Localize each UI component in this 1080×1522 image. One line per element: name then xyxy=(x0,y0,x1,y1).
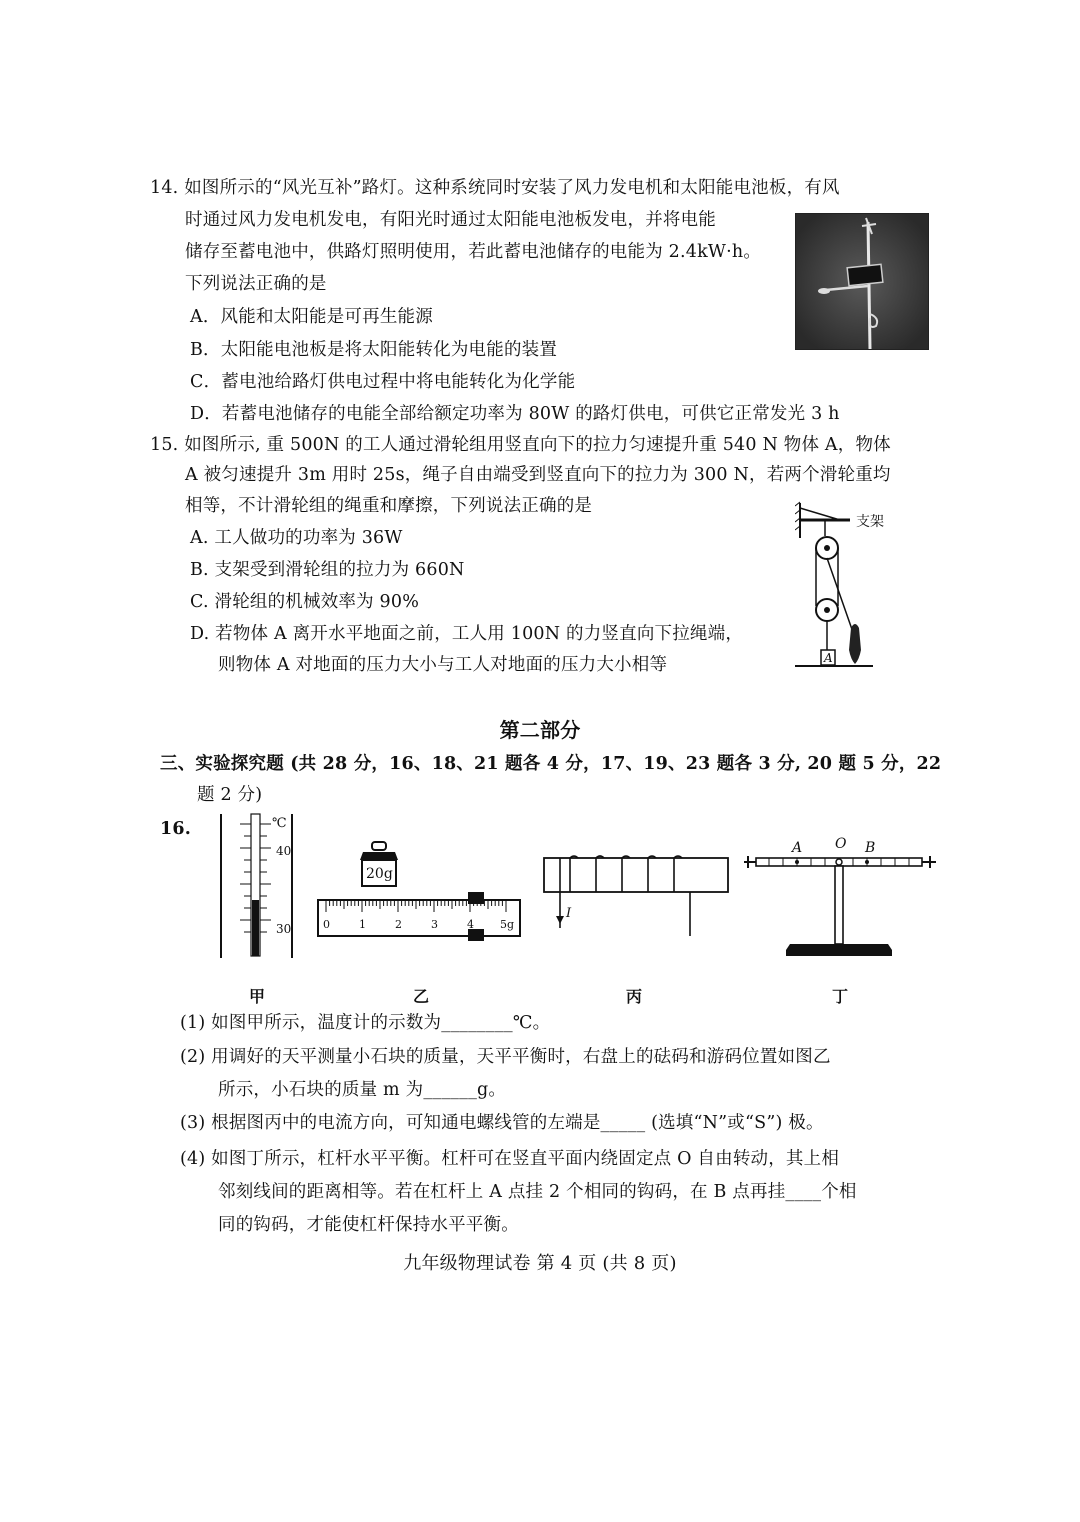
q16-number: 16. xyxy=(160,819,192,839)
q14-line4: 下列说法正确的是 xyxy=(185,274,327,294)
lever-point-b: B xyxy=(865,840,876,856)
q16-sub3: (3) 根据图丙中的电流方向，可知通电螺线管的左端是_____ (选填“N”或“S”) 极。 xyxy=(180,1113,824,1133)
scale-label-4: 4 xyxy=(467,918,474,931)
q15-option-d2: 则物体 A 对地面的压力大小与工人对地面的压力大小相等 xyxy=(218,655,668,675)
scale-label-1: 1 xyxy=(359,918,366,931)
weight-label: 20g xyxy=(366,866,393,882)
q15-line1: 15. 如图所示, 重 500N 的工人通过滑轮组用竖直向下的拉力匀速提升重 540 N 物体 A，物体 xyxy=(150,435,891,455)
q15-option-a: A. 工人做功的功率为 36W xyxy=(190,528,403,548)
q16-sub2-line2: 所示，小石块的质量 m 为______g。 xyxy=(218,1080,507,1100)
page-footer: 九年级物理试卷 第 4 页 (共 8 页) xyxy=(403,1253,677,1274)
thermometer-unit: ℃ xyxy=(272,816,287,831)
caption-bing: 丙 xyxy=(626,987,643,1006)
q16-sub1: (1) 如图甲所示，温度计的示数为________℃。 xyxy=(180,1013,551,1033)
scale-label-0: 0 xyxy=(323,918,330,931)
q14-line2: 时通过风力发电机发电，有阳光时通过太阳能电池板发电，并将电能 xyxy=(185,210,716,230)
support-label: 支架 xyxy=(856,514,884,530)
thermometer-tick-30: 30 xyxy=(276,922,292,936)
q16-sub2-line1: (2) 用调好的天平测量小石块的质量，天平平衡时，右盘上的砝码和游码位置如图乙 xyxy=(180,1047,831,1067)
scale-label-5g: 5g xyxy=(500,918,515,931)
q16-sub4-line1: (4) 如图丁所示，杠杆水平平衡。杠杆可在竖直平面内绕固定点 O 自由转动，其上相 xyxy=(180,1149,840,1169)
q15-option-c: C. 滑轮组的机械效率为 90% xyxy=(190,592,420,612)
q15-option-b: B. 支架受到滑轮组的拉力为 660N xyxy=(190,560,465,580)
lever-figure xyxy=(740,836,940,964)
balance-figure xyxy=(316,838,522,944)
scale-label-3: 3 xyxy=(431,918,438,931)
part2-title: 第二部分 xyxy=(499,718,581,742)
q15-option-d1: D. 若物体 A 离开水平地面之前，工人用 100N 的力竖直向下拉绳端， xyxy=(190,624,744,644)
q16-sub4-line2: 邻刻线间的距离相等。若在杠杆上 A 点挂 2 个相同的钩码，在 B 点再挂____个相 xyxy=(218,1182,857,1202)
q16-sub4-line3: 同的钩码，才能使杠杆保持水平平衡。 xyxy=(218,1215,519,1235)
block-a-label: A xyxy=(824,651,833,665)
caption-ding: 丁 xyxy=(832,987,849,1006)
solenoid-figure xyxy=(540,852,732,938)
q14-line3: 储存至蓄电池中，供路灯照明使用，若此蓄电池储存的电能为 2.4kW·h。 xyxy=(185,242,762,262)
caption-yi: 乙 xyxy=(413,987,430,1006)
q14-option-c: C．蓄电池给路灯供电过程中将电能转化为化学能 xyxy=(190,372,576,392)
q15-line2: A 被匀速提升 3m 用时 25s，绳子自由端受到竖直向下的拉力为 300 N，若两个滑轮重均 xyxy=(185,465,891,485)
q14-option-d: D．若蓄电池储存的电能全部给额定功率为 80W 的路灯供电，可供它正常发光 3 h xyxy=(190,404,840,424)
q14-option-b: B．太阳能电池板是将太阳能转化为电能的装置 xyxy=(190,340,558,360)
caption-jia: 甲 xyxy=(249,987,266,1006)
section3-heading-line1: 三、实验探究题 (共 28 分，16、18、21 题各 4 分，17、19、23 题各 3 分, 20 题 5 分，22 xyxy=(160,754,942,774)
lever-point-a: A xyxy=(792,840,803,856)
thermometer-figure xyxy=(218,812,300,960)
q15-line3: 相等，不计滑轮组的绳重和摩擦，下列说法正确的是 xyxy=(185,496,593,516)
scale-label-2: 2 xyxy=(395,918,402,931)
section3-heading-line2: 题 2 分) xyxy=(197,785,263,805)
q14-line1: 14. 如图所示的“风光互补”路灯。这种系统同时安装了风力发电机和太阳能电池板，有风 xyxy=(150,178,840,198)
thermometer-tick-40: 40 xyxy=(276,844,292,858)
current-label: I xyxy=(566,906,572,921)
street-lamp-photo xyxy=(795,213,929,350)
q14-option-a: A．风能和太阳能是可再生能源 xyxy=(190,307,433,327)
lever-point-o: O xyxy=(835,836,847,852)
